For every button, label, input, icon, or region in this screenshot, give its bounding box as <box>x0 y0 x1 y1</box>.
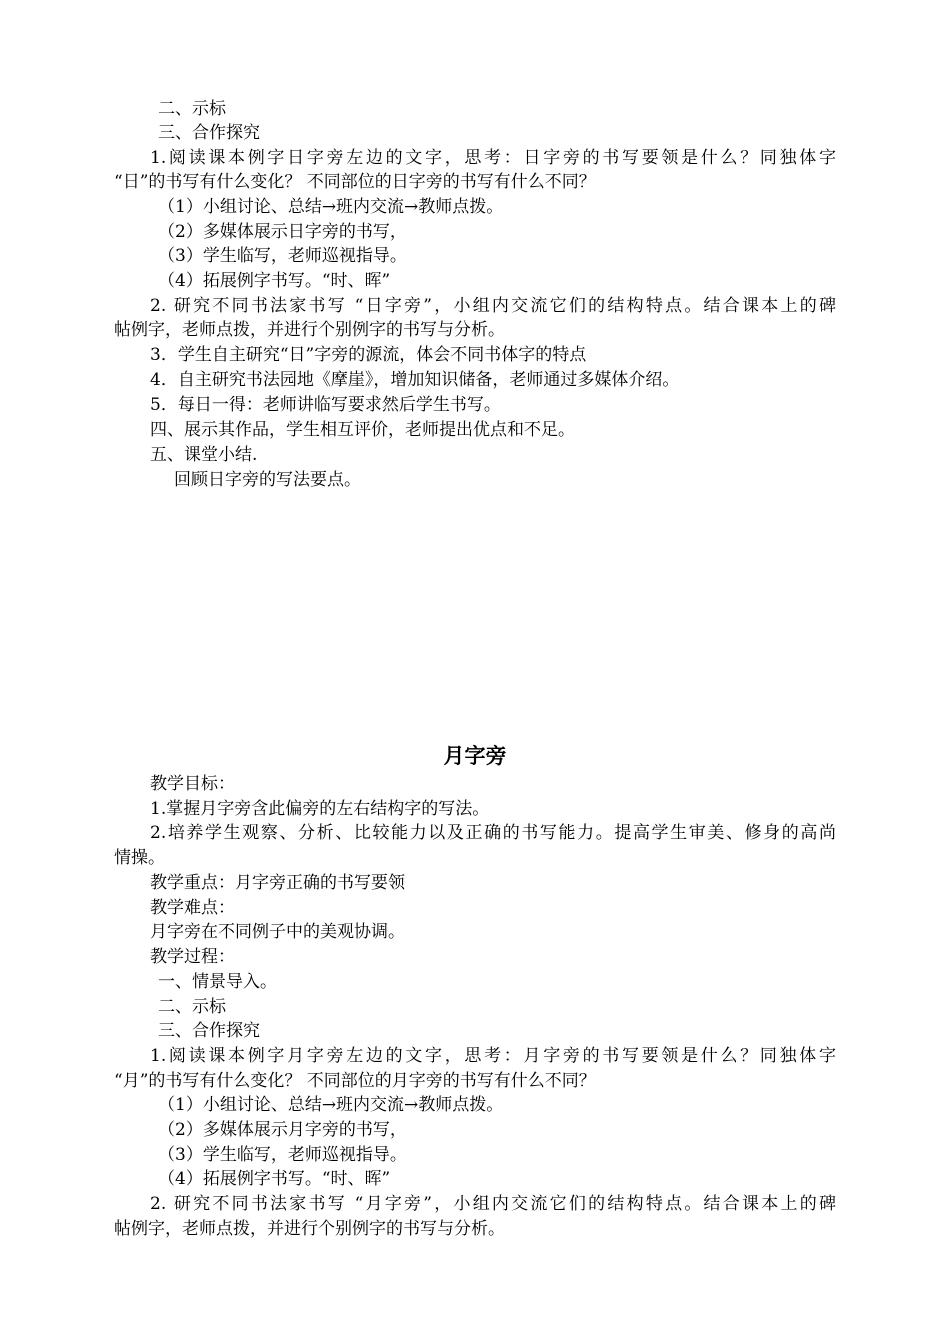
text-line-paragraph: “月”的书写有什么变化？ 不同部位的月字旁的书写有什么不同？ <box>114 1071 596 1091</box>
text-line-list-item: （4）拓展例字书写。“时、晖” <box>158 1169 391 1189</box>
text-line-paragraph: 2. 研究不同书法家书写 “月字旁”，小组内交流它们的结构特点。结合课本上的碑 <box>150 1194 836 1214</box>
text-line-paragraph: 4．自主研究书法园地《摩崖》，增加知识储备，老师通过多媒体介绍。 <box>150 370 680 390</box>
text-line-list-item: （4）拓展例字书写。“时、晖” <box>158 271 391 291</box>
text-line-paragraph: 帖例字，老师点拨，并进行个别例字的书写与分析。 <box>114 320 505 340</box>
text-line-paragraph: 1.阅读课本例字日字旁左边的文字，思考：日字旁的书写要领是什么？同独体字 <box>150 148 836 168</box>
text-line-heading: 二、示标 <box>158 997 226 1017</box>
text-line-list-item: （3）学生临写，老师巡视指导。 <box>158 1145 407 1165</box>
text-line-heading: 四、展示其作品，学生相互评价，老师提出优点和不足。 <box>150 420 575 440</box>
text-line-paragraph: 1.掌握月字旁含此偏旁的左右结构字的写法。 <box>150 799 490 819</box>
text-line-heading: 教学难点： <box>150 898 235 918</box>
text-line-heading: 三、合作探究 <box>158 1021 260 1041</box>
text-line-heading: 三、合作探究 <box>158 123 260 143</box>
text-line-heading: 二、示标 <box>158 99 226 119</box>
text-line-paragraph: 帖例字，老师点拨，并进行个别例字的书写与分析。 <box>114 1219 505 1239</box>
text-line-paragraph: 2.培养学生观察、分析、比较能力以及正确的书写能力。提高学生审美、修身的高尚 <box>150 823 836 843</box>
text-line-paragraph: 3．学生自主研究“日”字旁的源流，体会不同书体字的特点 <box>150 345 587 365</box>
text-line-list-item: （1）小组讨论、总结→班内交流→教师点拨。 <box>158 197 504 217</box>
text-line-paragraph: “日”的书写有什么变化？ 不同部位的日字旁的书写有什么不同？ <box>114 172 596 192</box>
text-line-heading: 一、情景导入。 <box>158 972 277 992</box>
text-line-list-item: （2）多媒体展示日字旁的书写， <box>158 222 407 242</box>
text-line-paragraph: 回顾日字旁的写法要点。 <box>174 470 361 490</box>
text-line-heading: 教学过程： <box>150 947 235 967</box>
text-line-paragraph: 2. 研究不同书法家书写 “日字旁”，小组内交流它们的结构特点。结合课本上的碑 <box>150 296 836 316</box>
text-line-heading: 五、课堂小结. <box>150 445 258 465</box>
text-line-paragraph: 月字旁在不同例子中的美观协调。 <box>150 922 405 942</box>
text-line-paragraph: 5．每日一得：老师讲临写要求然后学生书写。 <box>150 395 501 415</box>
text-line-list-item: （2）多媒体展示月字旁的书写， <box>158 1120 407 1140</box>
text-line-paragraph: 1.阅读课本例字月字旁左边的文字，思考：月字旁的书写要领是什么？同独体字 <box>150 1046 836 1066</box>
text-line-paragraph: 情操。 <box>114 848 165 868</box>
section-title: 月字旁 <box>443 744 507 768</box>
text-line-list-item: （3）学生临写，老师巡视指导。 <box>158 246 407 266</box>
text-line-heading: 教学目标： <box>150 774 235 794</box>
text-line-paragraph: 教学重点：月字旁正确的书写要领 <box>150 873 405 893</box>
text-line-list-item: （1）小组讨论、总结→班内交流→教师点拨。 <box>158 1095 504 1115</box>
